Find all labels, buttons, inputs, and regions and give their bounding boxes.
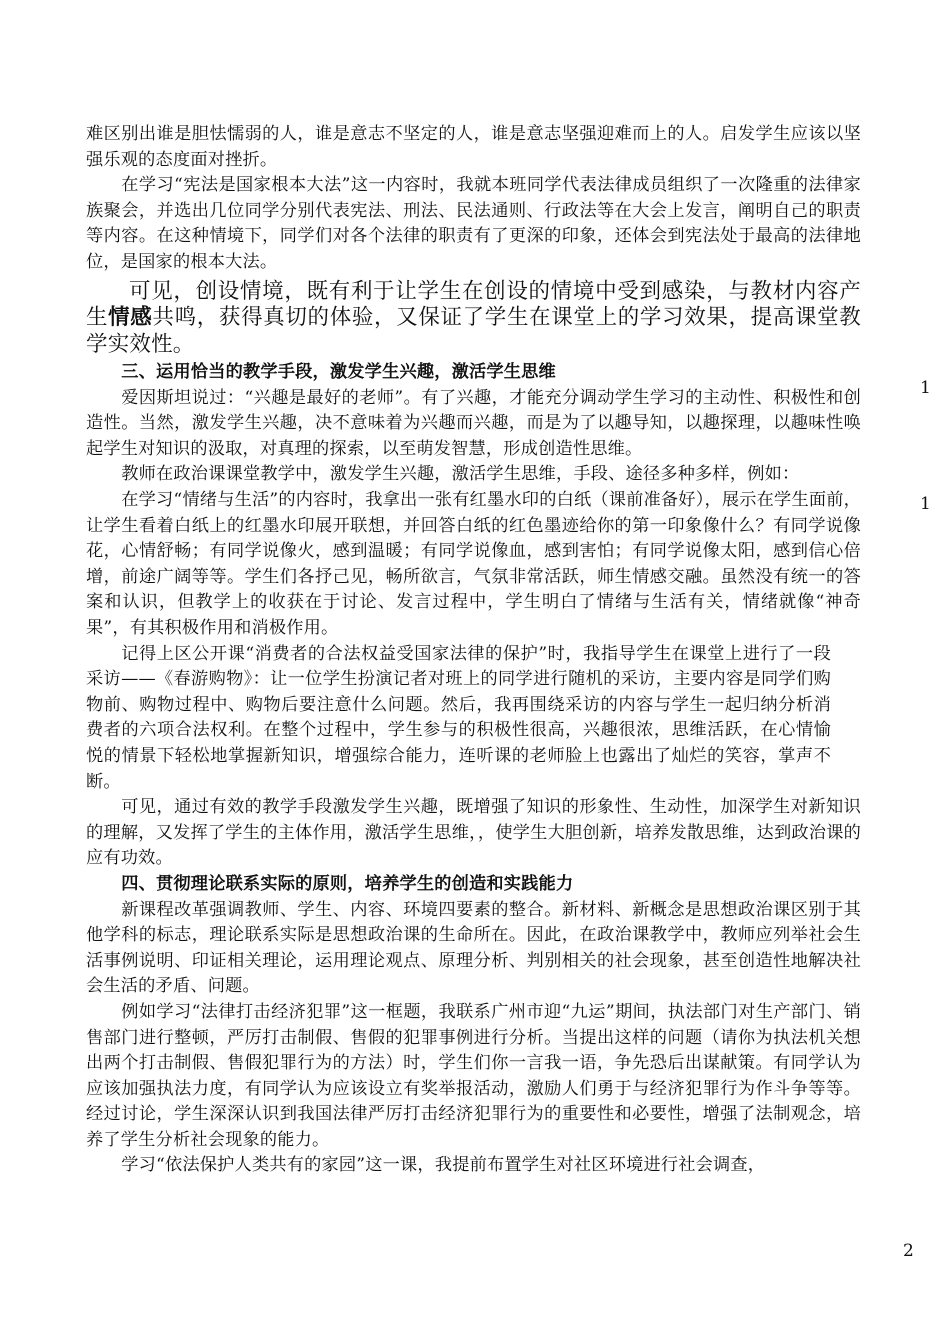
paragraph: 教师在政治课课堂教学中，激发学生兴趣，激活学生思维，手段、途径多种多样，例如：	[121, 464, 800, 485]
paragraph-emphasis	[86, 279, 861, 359]
document-body	[86, 122, 861, 1179]
paragraph: 在学习“宪法是国家根本大法”这一内容时，我就本班同学代表法律成员组织了一次隆重的法律家族聚会，并选出几位同学分别代表宪法、刑法、民法通则、行政法等在大会上发言，阐明自己的职责等内容。在这种情境下，同学们对各个法律的职责有了更深的印象，还体会到宪法处于最高的法律地位，是国家的根本大法。	[86, 175, 861, 272]
margin-number: 1	[920, 494, 931, 514]
paragraph: 学习“依法保护人类共有的家园”这一课，我提前布置学生对社区环境进行社会调查，	[121, 1155, 766, 1176]
paragraph: 记得上区公开课“消费者的合法权益受国家法律的保护”时，我指导学生在课堂上进行了一段采访——《春游购物》：让一位学生扮演记者对班上的同学进行随机的采访，主要内容是同学们购物前、购物过程中、购物后要注意什么问题。然后，我再围绕采访的内容与学生一起归纳分析消费者的六项合法权利。在整个过程中，学生参与的积极性很高，兴趣很浓，思维活跃，在心情愉悦的情景下轻松地掌握新知识，增强综合能力，连听课的老师脸上也露出了灿烂的笑容，掌声不断。	[86, 643, 831, 792]
paragraph: 新课程改革强调教师、学生、内容、环境四要素的整合。新材料、新概念是思想政治课区别于其他学科的标志，理论联系实际是思想政治课的生命所在。因此，在政治课教学中，教师应列举社会生活事例说明、印证相关理论，运用理论观点、原理分析、判别相关的社会现象，甚至创造性地解决社会生活的矛盾、问题。	[86, 899, 861, 997]
paragraph: 难区别出谁是胆怯懦弱的人，谁是意志不坚定的人，谁是意志坚强迎难而上的人。启发学生应该以坚强乐观的态度面对挫折。	[86, 124, 861, 170]
paragraph: 例如学习“法律打击经济犯罪”这一框题，我联系广州市迎“九运”期间，执法部门对生产部门、销售部门进行整顿，严厉打击制假、售假的犯罪事例进行分析。当提出这样的问题（请你为执法机关想出两个打击制假、售假犯罪行为的方法）时，学生们你一言我一语，争先恐后出谋献策。有同学认为应该加强执法力度，有同学认为应该设立有奖举报活动，激励人们勇于与经济犯罪行为作斗争等等。经过讨论，学生深深认识到我国法律严厉打击经济犯罪行为的重要性和必要性，增强了法制观念，培养了学生分析社会现象的能力。	[86, 1001, 861, 1150]
section-heading: 三、运用恰当的教学手段，激发学生兴趣，激活学生思维	[121, 362, 556, 383]
paragraph: 在学习“情绪与生活”的内容时，我拿出一张有红墨水印的白纸（课前准备好），展示在学生面前，让学生看着白纸上的红墨水印展开联想，并回答白纸的红色墨迹给你的第一印象像什么？有同学说像花，心情舒畅；有同学说像火，感到温暖；有同学说像血，感到害怕；有同学说像太阳，感到信心倍增，前途广阔等等。学生们各抒己见，畅所欲言，气氛非常活跃，师生情感交融。虽然没有统一的答案和认识，但教学上的收获在于讨论、发言过程中，学生明白了情绪与生活有关，情绪就像“神奇果”，有其积极作用和消极作用。	[86, 490, 861, 638]
paragraph-text: 可见，创设情境，既有利于让学生在创设的情境中受到感染，与教材内容产生	[86, 278, 861, 331]
paragraph: 可见，通过有效的教学手段激发学生兴趣，既增强了知识的形象性、生动性，加深学生对新知识的理解，又发挥了学生的主体作用，激活学生思维，，使学生大胆创新，培养发散思维，达到政治课的应有功效。	[86, 797, 861, 869]
bold-word: 情感	[108, 305, 153, 331]
section-heading: 四、贯彻理论联系实际的原则，培养学生的创造和实践能力	[121, 873, 574, 894]
paragraph: 爱因斯坦说过：“兴趣是最好的老师”。有了兴趣，才能充分调动学生学习的主动性、积极性和创造性。当然，激发学生兴趣，决不意味着为兴趣而兴趣，而是为了以趣导知，以趣探理，以趣味性唤起学生对知识的汲取，对真理的探索，以至萌发智慧，形成创造性思维。	[86, 387, 861, 459]
margin-number: 2	[903, 1241, 914, 1261]
paragraph-text: 共鸣，获得真切的体验，又保证了学生在课堂上的学习效果，提高课堂教学实效性。	[86, 305, 861, 357]
margin-number: 1	[920, 378, 931, 398]
